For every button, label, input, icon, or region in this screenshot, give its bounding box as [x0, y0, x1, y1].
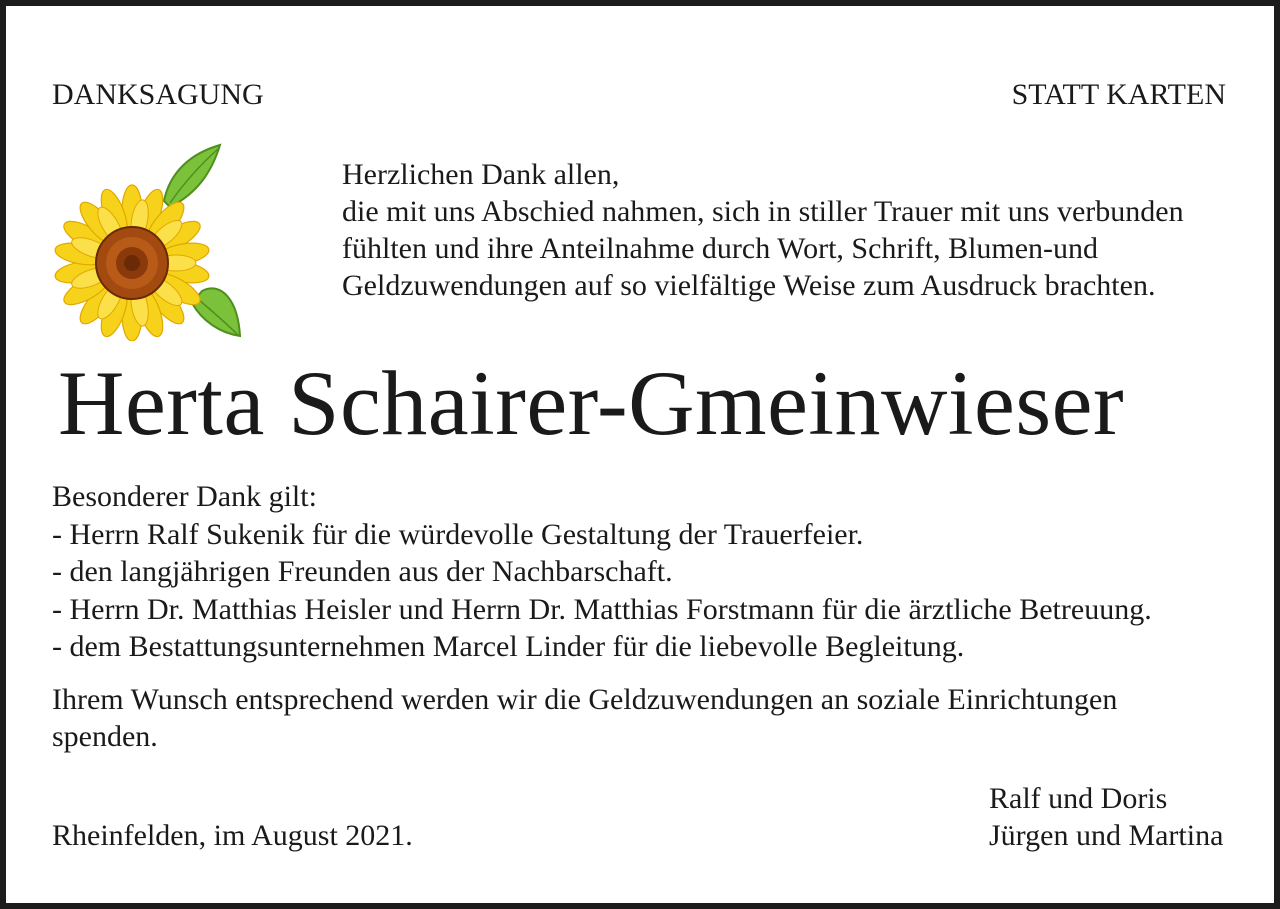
- thanks-item: - den langjährigen Freunden aus der Nachbarschaft.: [52, 555, 673, 588]
- intro-line: Herzlichen Dank allen,: [342, 158, 620, 191]
- intro-line: Geldzuwendungen auf so vielfältige Weise zum Ausdruck brachten.: [342, 269, 1156, 302]
- signer-line: Ralf und Doris: [989, 782, 1168, 815]
- thanks-item: - Herrn Dr. Matthias Heisler und Herrn Dr. Matthias Forstmann für die ärztliche Betreuung.: [52, 592, 1152, 626]
- thanks-item: - dem Bestattungsunternehmen Marcel Linder für die liebevolle Begleitung.: [52, 630, 965, 663]
- intro-line: fühlten und ihre Anteilnahme durch Wort, Schrift, Blumen-und: [342, 232, 1099, 265]
- signers: [989, 780, 1223, 854]
- sunflower-icon: [52, 141, 244, 341]
- deceased-name: Herta Schairer-Gmeinwieser: [58, 352, 1125, 454]
- special-thanks-list: [52, 478, 1152, 666]
- intro-paragraph: [342, 156, 1184, 304]
- signer-line: Jürgen und Martina: [989, 819, 1224, 852]
- wish-paragraph: [52, 681, 1117, 755]
- header-statt-karten: STATT KARTEN: [1011, 78, 1226, 111]
- wish-line: spenden.: [52, 720, 158, 753]
- header-danksagung: DANKSAGUNG: [52, 78, 264, 111]
- wish-line: Ihrem Wunsch entsprechend werden wir die Geldzuwendungen an soziale Einrichtungen: [52, 683, 1118, 716]
- intro-line: die mit uns Abschied nahmen, sich in stiller Trauer mit uns verbunden: [342, 195, 1184, 228]
- special-thanks-heading: Besonderer Dank gilt:: [52, 480, 317, 513]
- thanks-item: - Herrn Ralf Sukenik für die würdevolle Gestaltung der Trauerfeier.: [52, 517, 864, 551]
- place-date: Rheinfelden, im August 2021.: [52, 819, 413, 852]
